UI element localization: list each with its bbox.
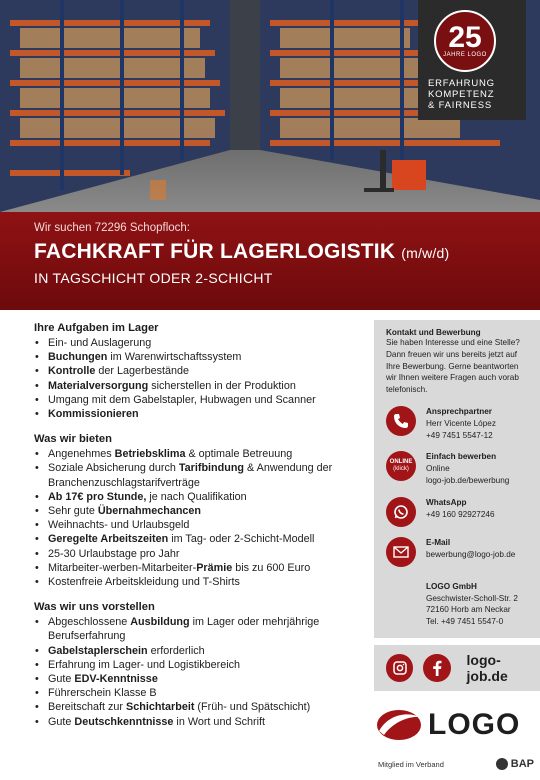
list-item: • Geregelte Arbeitszeiten im Tag- oder 2-Schicht-Modell	[34, 532, 359, 546]
instagram-icon[interactable]	[386, 654, 413, 682]
anniversary-badge	[418, 0, 526, 120]
contact-online-lines	[426, 451, 509, 486]
contact-line: WhatsApp	[426, 497, 467, 507]
list-item: • Gute Deutschkenntnisse in Wort und Schrift	[34, 715, 359, 729]
bap-logo	[496, 758, 534, 770]
list-item: • Buchungen im Warenwirtschaftssystem	[34, 350, 359, 364]
contact-line: Herr Vicente López	[426, 418, 496, 428]
job-title-text: FACHKRAFT FÜR LAGERLOGISTIK	[34, 240, 396, 263]
contact-link[interactable]: logo-job.de/bewerbung	[426, 475, 510, 485]
list-item: • Umgang mit dem Gabelstapler, Hubwagen und Scanner	[34, 393, 359, 407]
list-item: • Führerschein Klasse B	[34, 686, 359, 700]
email-icon	[386, 537, 416, 567]
badge-lines	[428, 78, 524, 111]
list-item: • Mitarbeiter-werben-Mitarbeiter-Prämie bis zu 600 Euro	[34, 561, 359, 575]
badge-circle	[434, 10, 496, 72]
company-name: LOGO GmbH	[426, 581, 477, 591]
whatsapp-icon	[386, 497, 416, 527]
contact-sidebar	[374, 320, 540, 638]
contact-whatsapp-lines	[426, 497, 495, 521]
bap-dot-icon	[496, 758, 508, 770]
badge-subtitle: JAHRE LOGO	[443, 52, 487, 58]
address-line: Geschwister-Scholl-Str. 2	[426, 593, 518, 603]
job-subtitle: IN TAGSCHICHT ODER 2-SCHICHT	[34, 270, 273, 286]
contact-line: E-Mail	[426, 537, 451, 547]
company-logo	[376, 700, 536, 750]
contact-online[interactable]	[386, 451, 528, 486]
contact-intro: Sie haben Interesse und eine Stelle? Dann freuen wir uns bereits jetzt auf Ihre Bewerbung. Gerne beantworten wir Ihnen weitere Fragen auch vorab telefonisch.	[386, 338, 520, 395]
bap-text: BAP	[510, 758, 534, 770]
list-item: • Gabelstaplerschein erforderlich	[34, 644, 359, 658]
online-icon	[386, 451, 416, 481]
list-item: • Erfahrung im Lager- und Logistikbereich	[34, 658, 359, 672]
contact-line: Ansprechpartner	[426, 406, 492, 416]
contact-line: +49 7451 5547-12	[426, 430, 493, 440]
logo-swoosh-icon	[376, 707, 422, 743]
hero-image	[0, 0, 540, 212]
list-item: • Kontrolle der Lagerbestände	[34, 364, 359, 378]
offer-list	[34, 447, 359, 589]
contact-line: +49 160 92927246	[426, 509, 495, 519]
contact-whatsapp[interactable]	[386, 497, 528, 527]
badge-line: & FAIRNESS	[428, 100, 492, 111]
list-item: • Gute EDV-Kenntnisse	[34, 672, 359, 686]
list-item: • Soziale Absicherung durch Tarifbindung & Anwendung der Branchenzuschlagstarifverträge	[34, 461, 359, 489]
contact-email[interactable]	[386, 537, 528, 567]
company-address	[426, 581, 528, 628]
badge-number: 25	[448, 21, 482, 54]
online-badge-top: ONLINE	[389, 459, 413, 466]
section-title-requirements: Was wir uns vorstellen	[34, 601, 155, 614]
list-item: • 25-30 Urlaubstage pro Jahr	[34, 547, 359, 561]
footer	[378, 758, 534, 770]
online-badge-bottom: (klick)	[393, 466, 409, 473]
social-bar	[374, 645, 540, 691]
job-title	[34, 240, 506, 264]
website-link[interactable]: logo-job.de	[466, 652, 508, 684]
list-item: • Kostenfreie Arbeitskleidung und T-Shirts	[34, 575, 359, 589]
list-item: • Sehr gute Übernahmechancen	[34, 504, 359, 518]
list-item: • Ab 17€ pro Stunde, je nach Qualifikation	[34, 490, 359, 504]
job-details	[34, 322, 359, 729]
list-item: • Kommissionieren	[34, 407, 359, 421]
badge-line: KOMPETENZ	[428, 89, 495, 100]
list-item: • Angenehmes Betriebsklima & optimale Betreuung	[34, 447, 359, 461]
badge-line: ERFAHRUNG	[428, 78, 495, 89]
list-item: • Weihnachts- und Urlaubsgeld	[34, 518, 359, 532]
location-line: Wir suchen 72296 Schopfloch:	[34, 222, 190, 234]
list-item: • Ein- und Auslagerung	[34, 336, 359, 350]
list-item: • Bereitschaft zur Schichtarbeit (Früh- und Spätschicht)	[34, 700, 359, 714]
job-title-suffix: (m/w/d)	[401, 245, 450, 261]
contact-phone[interactable]	[386, 406, 528, 441]
address-line: 72160 Horb am Neckar	[426, 605, 511, 615]
tasks-list	[34, 336, 359, 421]
contact-phone-lines	[426, 406, 496, 441]
address-phone: Tel. +49 7451 5547-0	[426, 617, 504, 627]
section-title-tasks: Ihre Aufgaben im Lager	[34, 322, 159, 334]
title-band	[0, 212, 540, 310]
contact-heading: Kontakt und Bewerbung	[386, 328, 481, 337]
contact-line: Einfach bewerben	[426, 452, 497, 462]
contact-line: Online	[426, 464, 450, 474]
list-item: • Abgeschlossene Ausbildung im Lager oder mehrjährige Berufserfahrung	[34, 615, 359, 643]
member-text: Mitglied im Verband	[378, 759, 444, 769]
section-title-offer: Was wir bieten	[34, 433, 112, 446]
phone-icon	[386, 406, 416, 436]
facebook-icon[interactable]	[423, 654, 450, 682]
requirements-list	[34, 615, 359, 729]
list-item: • Materialversorgung sicherstellen in der Produktion	[34, 379, 359, 393]
contact-email-lines	[426, 537, 515, 561]
contact-link[interactable]: bewerbung@logo-job.de	[426, 549, 516, 559]
logo-text: LOGO	[428, 708, 521, 741]
